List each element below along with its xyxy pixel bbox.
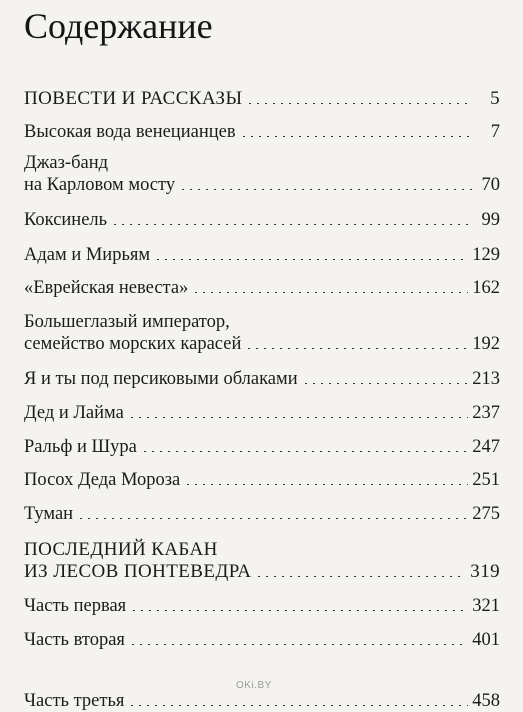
toc-leader-dots: [246, 103, 472, 104]
toc-entry: [24, 690, 500, 711]
toc-leader-dots: [184, 484, 468, 485]
page-title: Содержание: [24, 6, 213, 46]
toc-leader-dots: [130, 610, 468, 611]
toc-entry-title: Высокая вода венецианцев: [24, 122, 236, 142]
toc-entry-title: Ральф и Шура: [24, 437, 137, 457]
toc-page-number: 129: [472, 245, 500, 265]
toc-page-number: 213: [472, 369, 500, 389]
toc-entry: [24, 121, 500, 143]
toc-entry: [24, 595, 500, 617]
toc-leader-dots: [128, 705, 468, 706]
toc-entry: [24, 402, 500, 424]
toc-page-number: 5: [490, 88, 500, 109]
toc-entry-title: Коксинель: [24, 210, 108, 230]
toc-leader-dots: [245, 348, 468, 349]
toc-leader-dots: [302, 383, 469, 384]
toc-entry: [24, 277, 500, 299]
toc-leader-dots: [141, 451, 468, 452]
toc-page-number: 192: [472, 334, 500, 354]
toc-entry: [24, 436, 500, 458]
toc-page-number: 247: [472, 437, 500, 457]
toc-leader-dots: [154, 259, 468, 260]
toc-entry-title: на Карловом мосту: [24, 175, 176, 195]
toc-page-number: 7: [490, 122, 500, 142]
toc-page-number: 321: [472, 596, 500, 616]
toc-leader-dots: [179, 189, 472, 190]
toc-page-number: 401: [472, 630, 500, 650]
toc-entry-title: Посох Деда Мороза: [24, 470, 181, 490]
toc-leader-dots: [111, 224, 472, 225]
toc-entry-title: Адам и Мирьям: [24, 245, 151, 265]
toc-entry-title-line: Большеглазый император,: [24, 312, 230, 332]
toc-page-number: 237: [472, 403, 500, 423]
toc-entry: [24, 152, 500, 196]
toc-entry-title-line: Джаз-банд: [24, 153, 109, 173]
toc-entry-title: Часть вторая: [24, 630, 125, 650]
toc-leader-dots: [240, 136, 472, 137]
toc-section-heading: [24, 88, 500, 110]
toc-section-heading: [24, 539, 500, 583]
toc-page-number: 275: [472, 504, 500, 524]
toc-entry: [24, 209, 500, 231]
toc-entry-title: ИЗ ЛЕСОВ ПОНТЕВЕДРА: [24, 561, 252, 582]
toc-page-number: 70: [481, 175, 500, 195]
toc-entry-title-line: ПОСЛЕДНИЙ КАБАН: [24, 539, 218, 560]
toc-entry-title: семейство морских карасей: [24, 334, 242, 354]
toc-entry-title: Дед и Лайма: [24, 403, 124, 423]
toc-entry: [24, 503, 500, 525]
toc-entry: [24, 629, 500, 651]
toc-entry-title: ПОВЕСТИ И РАССКАЗЫ: [24, 88, 243, 109]
toc-leader-dots: [255, 576, 466, 577]
toc-entry: [24, 469, 500, 491]
toc-entry-title: Я и ты под персиковыми облаками: [24, 369, 298, 389]
toc-leader-dots: [77, 518, 468, 519]
toc-page-number: 162: [472, 278, 500, 298]
toc-entry-title: Часть первая: [24, 596, 127, 616]
toc-entry-title: Часть третья: [24, 691, 125, 711]
toc-leader-dots: [192, 292, 468, 293]
toc-leader-dots: [129, 644, 468, 645]
toc-entry: [24, 311, 500, 355]
toc-page-number: 251: [472, 470, 500, 490]
toc-page-number: 99: [481, 210, 500, 230]
toc-entry: [24, 368, 500, 390]
toc-page-number: 458: [472, 691, 500, 711]
toc-leader-dots: [128, 417, 468, 418]
toc-entry: [24, 244, 500, 266]
toc-page-number: 319: [470, 561, 500, 582]
watermark: OKi.BY: [236, 680, 272, 691]
toc-entry-title: «Еврейская невеста»: [24, 278, 189, 298]
toc-entry-title: Туман: [24, 504, 74, 524]
